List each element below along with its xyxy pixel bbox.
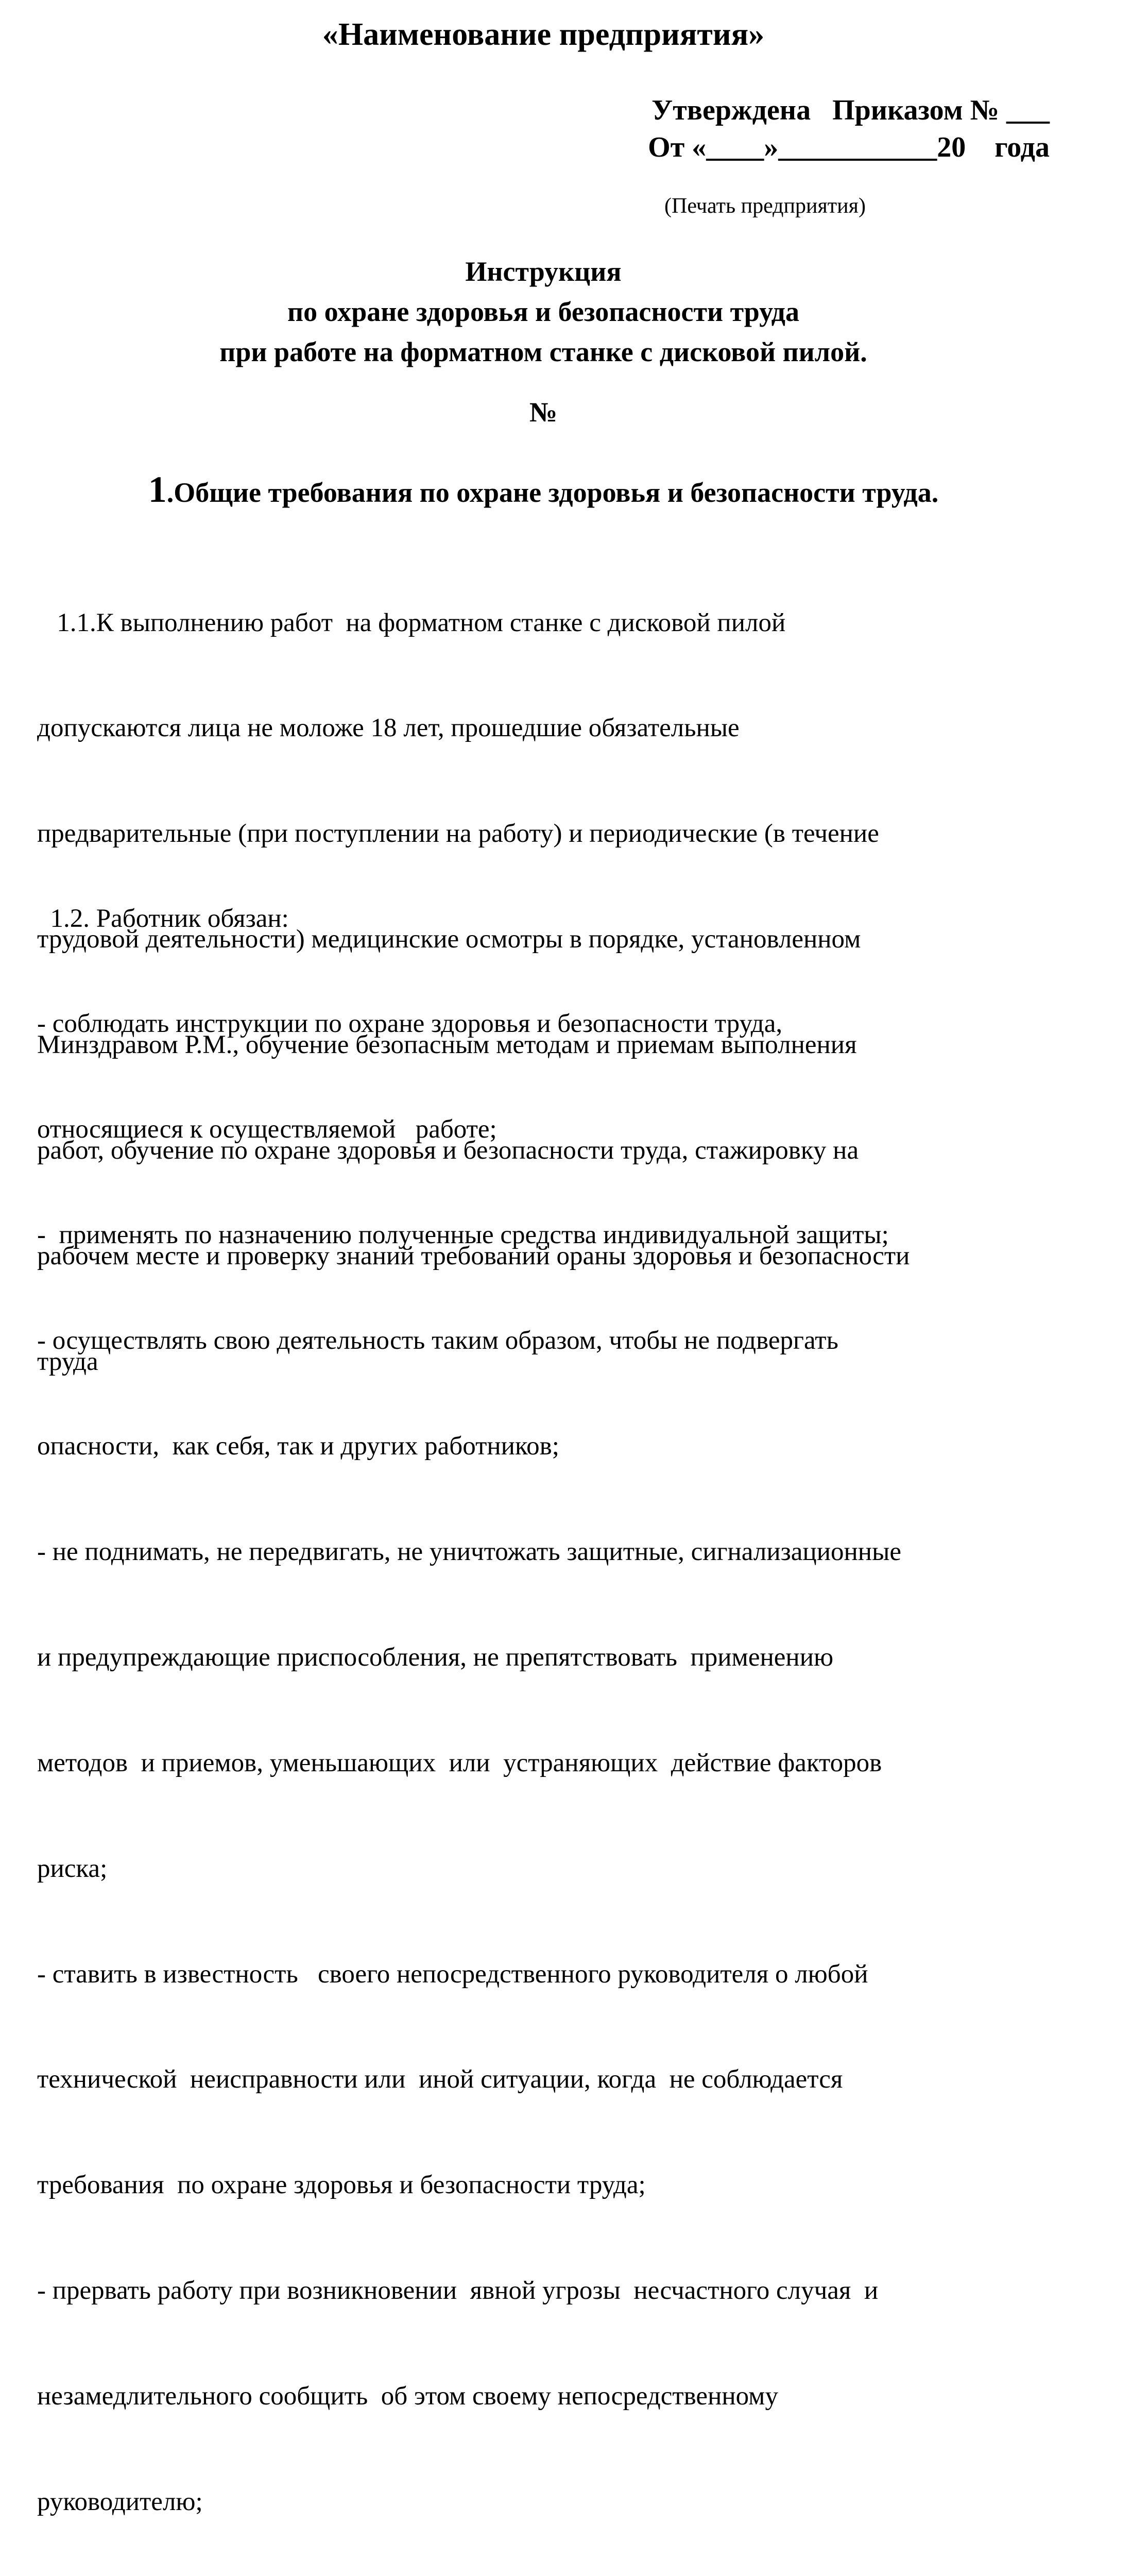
text-line: методов и приемов, уменьшающих или устраняющих действие факторов (37, 1748, 882, 1777)
paragraph-1-2 (37, 831, 1108, 2576)
text-line: Минздравом Р.М., обучение безопасным методам и приемам выполнения (37, 1030, 857, 1060)
title-line-3: при работе на форматном станке с дисковой пилой. (219, 336, 867, 367)
text-line: 1.1.К выполнению работ на форматном станке с дисковой пилой (37, 608, 786, 637)
text-line: технической неисправности или иной ситуации, когда не соблюдается (37, 2065, 843, 2094)
section-1-heading-text: .Общие требования по охране здоровья и безопасности труда. (166, 477, 939, 508)
text-line: работ, обучение по охране здоровья и безопасности труда, стажировку на (37, 1136, 859, 1165)
text-line: предварительные (при поступлении на работу) и периодические (в течение (37, 819, 879, 849)
text-line: - соблюдать инструкции по охране здоровья и безопасности труда, (37, 1009, 783, 1039)
section-1-heading (0, 466, 1087, 516)
text-line: 1.2. Работник обязан: (37, 904, 289, 933)
text-line: рабочем месте и проверку знаний требований ораны здоровья и безопасности (37, 1241, 910, 1270)
text-line: незамедлительного сообщить об этом своему непосредственному (37, 2382, 778, 2411)
text-line: и предупреждающие приспособления, не препятствовать применению (37, 1642, 834, 1672)
approval-order-line: Утверждена Приказом № ___ (651, 94, 1050, 126)
document-title (0, 251, 1087, 372)
text-line: допускаются лица не моложе 18 лет, прошедшие обязательные (37, 714, 740, 743)
text-line: опасности, как себя, так и других работников; (37, 1432, 559, 1461)
text-line: требования по охране здоровья и безопасности труда; (37, 2171, 646, 2200)
section-1-number: 1 (148, 469, 167, 510)
text-line: трудовой деятельности) медицинские осмотры в порядке, установленном (37, 925, 861, 954)
company-name: «Наименование предприятия» (322, 17, 765, 52)
text-line: - прервать работу при возникновении явной угрозы несчастного случая и (37, 2276, 879, 2306)
text-line: риска; (37, 1854, 108, 1883)
text-line: относящиеся к осуществляемой работе; (37, 1115, 497, 1144)
text-line: руководителю; (37, 2487, 203, 2516)
approval-date-line: От «____»___________20 года (648, 131, 1050, 163)
text-line: - осуществлять свою деятельность таким образом, чтобы не подвергать (37, 1326, 838, 1355)
title-line-1: Инструкция (465, 256, 622, 287)
text-line: - применять по назначению полученные средства индивидуальной защиты; (37, 1221, 889, 1250)
approval-block (648, 92, 1050, 166)
document-number: № (529, 397, 558, 428)
company-seal-note: (Печать предприятия) (664, 194, 866, 218)
text-line: - не поднимать, не передвигать, не уничтожать защитные, сигнализационные (37, 1537, 901, 1566)
title-line-2: по охране здоровья и безопасности труда (287, 296, 800, 327)
text-line: труда (37, 1347, 98, 1376)
text-line: - ставить в известность своего непосредственного руководителя о любой (37, 1959, 868, 1989)
